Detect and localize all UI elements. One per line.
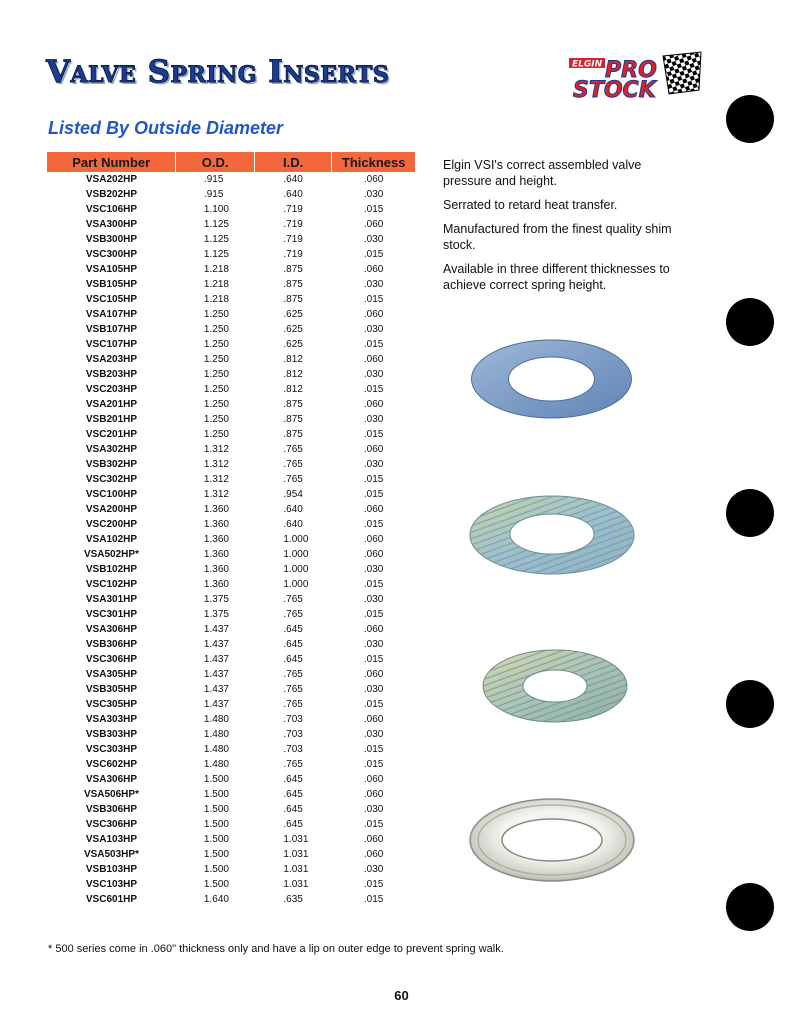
part-number-cell: VSC102HP: [85, 579, 138, 590]
part-number-cell: VSC106HP: [85, 204, 138, 215]
part-number-cell: VSA201HP: [85, 399, 138, 410]
part-number-cell: VSA305HP: [85, 669, 138, 680]
table-row: [47, 367, 415, 382]
description-line: Available in three different thicknesses to achieve correct spring height.: [443, 262, 670, 292]
part-number-cell: VSC200HP: [85, 519, 138, 530]
thickness-cell: .015: [363, 894, 384, 905]
od-cell: 1.480: [203, 714, 229, 725]
svg-text:STOCK: STOCK: [573, 78, 656, 102]
id-cell: .954: [283, 489, 303, 500]
od-cell: 1.100: [203, 204, 229, 215]
thickness-cell: .015: [363, 699, 384, 710]
part-number-cell: VSB305HP: [85, 684, 138, 695]
od-cell: 1.500: [203, 879, 229, 890]
id-cell: 1.031: [283, 849, 309, 860]
thickness-cell: .015: [363, 879, 384, 890]
od-cell: 1.312: [203, 444, 229, 455]
od-cell: 1.360: [203, 504, 229, 515]
thickness-cell: .030: [363, 324, 384, 335]
id-cell: .719: [283, 249, 303, 260]
part-number-cell: VSB103HP: [85, 864, 138, 875]
part-number-cell: VSB306HP: [85, 639, 138, 650]
table-row: [47, 757, 415, 772]
table-row: [47, 772, 415, 787]
part-number-cell: VSB105HP: [85, 279, 138, 290]
id-cell: .645: [283, 639, 303, 650]
id-cell: .625: [283, 324, 303, 335]
id-cell: .625: [283, 339, 303, 350]
part-number-cell: VSC300HP: [85, 249, 138, 260]
part-number-cell: VSC602HP: [85, 759, 138, 770]
thickness-cell: .030: [363, 189, 384, 200]
thickness-cell: .015: [363, 474, 384, 485]
table-row: [47, 277, 415, 292]
part-number-cell: VSC201HP: [85, 429, 138, 440]
od-cell: 1.437: [203, 624, 229, 635]
thickness-cell: .060: [363, 624, 384, 635]
table-row: [47, 247, 415, 262]
od-cell: 1.360: [203, 519, 229, 530]
table-row: [47, 832, 415, 847]
table-row: [47, 562, 415, 577]
thickness-cell: .015: [363, 489, 384, 500]
od-cell: 1.640: [203, 894, 229, 905]
part-number-cell: VSA301HP: [85, 594, 138, 605]
page-tab-marker: [726, 95, 774, 143]
part-number-cell: VSA502HP*: [83, 549, 139, 560]
id-cell: .640: [283, 504, 303, 515]
thickness-cell: .060: [363, 849, 384, 860]
description-line: Serrated to retard heat transfer.: [443, 198, 618, 212]
id-cell: .703: [283, 729, 303, 740]
od-cell: 1.360: [203, 549, 229, 560]
od-cell: 1.375: [203, 594, 229, 605]
od-cell: 1.250: [203, 369, 229, 380]
thickness-cell: .030: [363, 234, 384, 245]
part-number-cell: VSA306HP: [85, 624, 138, 635]
table-row: [47, 397, 415, 412]
od-cell: 1.312: [203, 474, 229, 485]
id-cell: .812: [283, 354, 303, 365]
od-cell: 1.375: [203, 609, 229, 620]
id-cell: .875: [283, 429, 303, 440]
id-cell: .645: [283, 789, 303, 800]
table-row: [47, 427, 415, 442]
description-line: Elgin VSI's correct assembled valve pressure and height.: [443, 158, 642, 188]
part-number-cell: VSB306HP: [85, 804, 138, 815]
od-cell: 1.500: [203, 849, 229, 860]
table-row: [47, 667, 415, 682]
thickness-cell: .030: [363, 414, 384, 425]
table-row: [47, 877, 415, 892]
od-cell: .915: [203, 189, 224, 200]
table-row: [47, 262, 415, 277]
id-cell: .645: [283, 624, 303, 635]
od-cell: 1.500: [203, 774, 229, 785]
od-cell: 1.250: [203, 399, 229, 410]
id-cell: .640: [283, 189, 303, 200]
thickness-cell: .030: [363, 564, 384, 575]
table-row: [47, 337, 415, 352]
table-row: [47, 742, 415, 757]
id-cell: .765: [283, 444, 303, 455]
part-number-cell: VSC306HP: [85, 819, 138, 830]
id-cell: 1.000: [283, 564, 309, 575]
table-row: [47, 322, 415, 337]
part-number-cell: VSB201HP: [85, 414, 138, 425]
table-row: [47, 307, 415, 322]
id-cell: .875: [283, 294, 303, 305]
id-cell: 1.031: [283, 879, 309, 890]
table-row: [47, 862, 415, 877]
part-number-cell: VSB302HP: [85, 459, 138, 470]
table-row: [47, 172, 415, 187]
part-number-cell: VSB303HP: [85, 729, 138, 740]
table-row: [47, 622, 415, 637]
id-cell: .812: [283, 384, 303, 395]
thickness-cell: .015: [363, 819, 384, 830]
table-row: [47, 817, 415, 832]
od-cell: .915: [203, 174, 224, 185]
table-row: [47, 592, 415, 607]
thickness-cell: .015: [363, 759, 384, 770]
table-row: [47, 802, 415, 817]
id-cell: .765: [283, 474, 303, 485]
thickness-cell: .060: [363, 219, 384, 230]
part-number-cell: VSA506HP*: [83, 789, 139, 800]
id-cell: .703: [283, 744, 303, 755]
id-cell: 1.031: [283, 834, 309, 845]
table-row: [47, 547, 415, 562]
od-cell: 1.500: [203, 789, 229, 800]
od-cell: 1.500: [203, 804, 229, 815]
od-cell: 1.218: [203, 294, 229, 305]
part-number-cell: VSB107HP: [85, 324, 138, 335]
thickness-cell: .060: [363, 399, 384, 410]
part-number-cell: VSC305HP: [85, 699, 138, 710]
thickness-cell: .060: [363, 504, 384, 515]
od-cell: 1.360: [203, 534, 229, 545]
od-cell: 1.250: [203, 429, 229, 440]
id-cell: .875: [283, 414, 303, 425]
thickness-cell: .015: [363, 294, 384, 305]
id-cell: .765: [283, 684, 303, 695]
table-row: [47, 232, 415, 247]
od-cell: 1.437: [203, 699, 229, 710]
part-number-cell: VSA302HP: [85, 444, 138, 455]
table-row: [47, 502, 415, 517]
table-row: [47, 652, 415, 667]
id-cell: .645: [283, 819, 303, 830]
table-row: [47, 487, 415, 502]
id-cell: .719: [283, 234, 303, 245]
thickness-cell: .015: [363, 519, 384, 530]
od-cell: 1.480: [203, 744, 229, 755]
table-row: [47, 472, 415, 487]
od-cell: 1.480: [203, 729, 229, 740]
header-thickness: Thickness: [332, 152, 415, 172]
parts-table-body: [47, 172, 415, 907]
od-cell: 1.125: [203, 219, 229, 230]
id-cell: .645: [283, 774, 303, 785]
footnote: * 500 series come in .060" thickness only and have a lip on outer edge to prevent spring walk.: [48, 943, 504, 955]
table-row: [47, 697, 415, 712]
od-cell: 1.360: [203, 579, 229, 590]
od-cell: 1.218: [203, 264, 229, 275]
lipped-washer-image: [468, 797, 636, 883]
id-cell: .703: [283, 714, 303, 725]
part-number-cell: VSC103HP: [85, 879, 138, 890]
description-line: Manufactured from the finest quality shim stock.: [443, 222, 672, 252]
thickness-cell: .030: [363, 729, 384, 740]
thickness-cell: .030: [363, 594, 384, 605]
id-cell: .625: [283, 309, 303, 320]
part-number-cell: VSC105HP: [85, 294, 138, 305]
thickness-cell: .060: [363, 714, 384, 725]
header-part-number: Part Number: [47, 152, 176, 172]
parts-table: [47, 152, 415, 907]
od-cell: 1.250: [203, 384, 229, 395]
table-row: [47, 457, 415, 472]
page-title: Valve Spring Inserts: [46, 54, 390, 90]
header-od: O.D.: [176, 152, 254, 172]
od-cell: 1.250: [203, 354, 229, 365]
table-row: [47, 712, 415, 727]
thickness-cell: .015: [363, 249, 384, 260]
thickness-cell: .015: [363, 654, 384, 665]
page-tab-marker: [726, 489, 774, 537]
thickness-cell: .060: [363, 309, 384, 320]
part-number-cell: VSC601HP: [85, 894, 138, 905]
od-cell: 1.312: [203, 489, 229, 500]
id-cell: .765: [283, 759, 303, 770]
thickness-cell: .030: [363, 369, 384, 380]
part-number-cell: VSC302HP: [85, 474, 138, 485]
od-cell: 1.437: [203, 639, 229, 650]
od-cell: 1.500: [203, 864, 229, 875]
page-tab-marker: [726, 680, 774, 728]
table-row: [47, 352, 415, 367]
thickness-cell: .030: [363, 864, 384, 875]
page-tab-marker: [726, 298, 774, 346]
serrated-small-washer-image: [480, 648, 630, 724]
od-cell: 1.500: [203, 819, 229, 830]
thickness-cell: .060: [363, 264, 384, 275]
part-number-cell: VSA103HP: [85, 834, 138, 845]
part-number-cell: VSA300HP: [85, 219, 138, 230]
id-cell: .765: [283, 699, 303, 710]
id-cell: .812: [283, 369, 303, 380]
part-number-cell: VSA105HP: [85, 264, 138, 275]
part-number-cell: VSC107HP: [85, 339, 138, 350]
id-cell: .645: [283, 654, 303, 665]
od-cell: 1.250: [203, 324, 229, 335]
id-cell: .719: [283, 219, 303, 230]
thickness-cell: .015: [363, 384, 384, 395]
table-row: [47, 682, 415, 697]
od-cell: 1.312: [203, 459, 229, 470]
table-row: [47, 847, 415, 862]
part-number-cell: VSA102HP: [85, 534, 138, 545]
od-cell: 1.480: [203, 759, 229, 770]
thickness-cell: .060: [363, 534, 384, 545]
thickness-cell: .030: [363, 279, 384, 290]
part-number-cell: VSA200HP: [85, 504, 138, 515]
id-cell: .635: [283, 894, 303, 905]
page-number: 60: [394, 988, 409, 1003]
table-row: [47, 607, 415, 622]
id-cell: .875: [283, 279, 303, 290]
page-tab-marker: [726, 883, 774, 931]
id-cell: .765: [283, 459, 303, 470]
id-cell: .765: [283, 594, 303, 605]
table-row: [47, 412, 415, 427]
table-row: [47, 637, 415, 652]
od-cell: 1.437: [203, 654, 229, 665]
id-cell: .765: [283, 609, 303, 620]
id-cell: 1.031: [283, 864, 309, 875]
od-cell: 1.125: [203, 234, 229, 245]
part-number-cell: VSB203HP: [85, 369, 138, 380]
part-number-cell: VSC303HP: [85, 744, 138, 755]
thickness-cell: .060: [363, 549, 384, 560]
thickness-cell: .015: [363, 339, 384, 350]
od-cell: 1.250: [203, 339, 229, 350]
table-row: [47, 727, 415, 742]
part-number-cell: VSC301HP: [85, 609, 138, 620]
id-cell: 1.000: [283, 534, 309, 545]
id-cell: .640: [283, 519, 303, 530]
od-cell: 1.437: [203, 669, 229, 680]
od-cell: 1.250: [203, 414, 229, 425]
part-number-cell: VSA503HP*: [83, 849, 139, 860]
svg-text:ELGIN: ELGIN: [572, 59, 603, 70]
table-row: [47, 532, 415, 547]
id-cell: 1.000: [283, 549, 309, 560]
table-row: [47, 217, 415, 232]
table-row: [47, 202, 415, 217]
id-cell: .640: [283, 174, 303, 185]
thickness-cell: .030: [363, 804, 384, 815]
elgin-pro-stock-logo: [565, 50, 705, 102]
part-number-cell: VSB300HP: [85, 234, 138, 245]
thickness-cell: .015: [363, 579, 384, 590]
id-cell: .875: [283, 264, 303, 275]
thickness-cell: .060: [363, 669, 384, 680]
part-number-cell: VSC203HP: [85, 384, 138, 395]
thickness-cell: .060: [363, 444, 384, 455]
id-cell: 1.000: [283, 579, 309, 590]
thickness-cell: .060: [363, 834, 384, 845]
table-row: [47, 787, 415, 802]
table-row: [47, 292, 415, 307]
table-row: [47, 517, 415, 532]
id-cell: .719: [283, 204, 303, 215]
part-number-cell: VSB202HP: [85, 189, 138, 200]
thickness-cell: .060: [363, 354, 384, 365]
part-number-cell: VSA107HP: [85, 309, 138, 320]
table-row: [47, 892, 415, 907]
od-cell: 1.125: [203, 249, 229, 260]
table-row: [47, 382, 415, 397]
id-cell: .875: [283, 399, 303, 410]
part-number-cell: VSC100HP: [85, 489, 138, 500]
part-number-cell: VSA203HP: [85, 354, 138, 365]
part-number-cell: VSA303HP: [85, 714, 138, 725]
thickness-cell: .060: [363, 174, 384, 185]
part-number-cell: VSA202HP: [85, 174, 138, 185]
thickness-cell: .015: [363, 744, 384, 755]
table-header-row: [47, 152, 415, 172]
thickness-cell: .015: [363, 204, 384, 215]
svg-text:PRO: PRO: [605, 58, 657, 83]
table-row: [47, 442, 415, 457]
table-row: [47, 577, 415, 592]
thickness-cell: .030: [363, 639, 384, 650]
od-cell: 1.500: [203, 834, 229, 845]
thickness-cell: .030: [363, 459, 384, 470]
product-description: [443, 157, 693, 301]
header-id: I.D.: [254, 152, 332, 172]
thickness-cell: .060: [363, 774, 384, 785]
thickness-cell: .060: [363, 789, 384, 800]
flat-washer-image: [468, 337, 635, 422]
table-row: [47, 187, 415, 202]
serrated-washer-image: [469, 494, 635, 576]
od-cell: 1.218: [203, 279, 229, 290]
id-cell: .645: [283, 804, 303, 815]
section-subtitle: Listed By Outside Diameter: [48, 118, 284, 138]
thickness-cell: .030: [363, 684, 384, 695]
thickness-cell: .015: [363, 429, 384, 440]
od-cell: 1.250: [203, 309, 229, 320]
part-number-cell: VSA306HP: [85, 774, 138, 785]
od-cell: 1.360: [203, 564, 229, 575]
od-cell: 1.437: [203, 684, 229, 695]
part-number-cell: VSC306HP: [85, 654, 138, 665]
part-number-cell: VSB102HP: [85, 564, 138, 575]
thickness-cell: .015: [363, 609, 384, 620]
id-cell: .765: [283, 669, 303, 680]
